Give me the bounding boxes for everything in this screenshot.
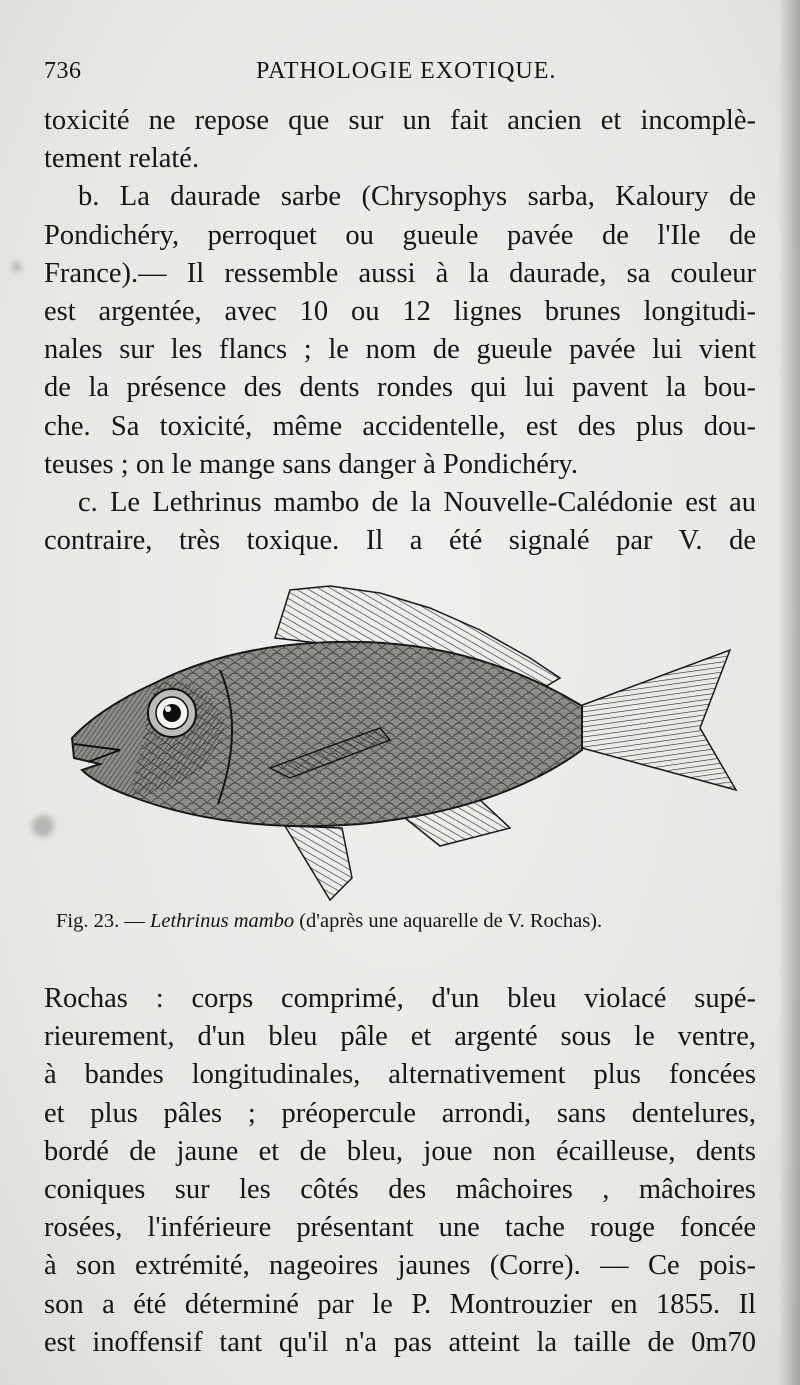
- text-line: rosées, l'inférieure présentant une tache rouge foncée: [44, 1212, 756, 1244]
- running-title: PATHOLOGIE EXOTIQUE.: [256, 58, 557, 84]
- body-text-bottom: [44, 980, 756, 1362]
- text-line: à bandes longitudinales, alternativement plus foncées: [44, 1059, 756, 1091]
- figure-caption: [56, 910, 756, 933]
- text-line: France).— Il ressemble aussi à la daurade, sa couleur: [44, 257, 756, 289]
- text-line: et plus pâles ; préopercule arrondi, sans dentelures,: [44, 1097, 756, 1129]
- body-text-top: [44, 102, 756, 560]
- text-line: bordé de jaune et de bleu, joue non écailleuse, dents: [44, 1135, 756, 1167]
- text-line: Pondichéry, perroquet ou gueule pavée de l'Ile de: [44, 219, 756, 251]
- text-line: toxicité ne repose que sur un fait ancien et incomplè-: [44, 105, 756, 136]
- text-line: teuses ; on le mange sans danger à Pondichéry.: [44, 448, 578, 480]
- page-header: [44, 58, 744, 92]
- text-line: nales sur les flancs ; le nom de gueule pavée lui vient: [44, 334, 756, 366]
- text-line: rieurement, d'un bleu pâle et argenté sous le ventre,: [44, 1021, 756, 1053]
- text-line: tement relaté.: [44, 143, 200, 175]
- text-line: de la présence des dents rondes qui lui pavent la bou-: [44, 372, 756, 404]
- text-line: b. La daurade sarbe (Chrysophys sarba, Kaloury de: [78, 181, 756, 213]
- text-line: est inoffensif tant qu'il n'a pas atteint la taille de 0m70: [44, 1326, 756, 1358]
- paper-stain: [32, 815, 54, 837]
- text-line: Rochas : corps comprimé, d'un bleu violacé supé-: [44, 983, 756, 1014]
- text-line: contraire, très toxique. Il a été signalé par V. de: [44, 525, 756, 557]
- figure-fish-illustration: [60, 578, 750, 908]
- text-line: che. Sa toxicité, même accidentelle, est des plus dou-: [44, 410, 756, 442]
- text-line: coniques sur les côtés des mâchoires , mâchoires: [44, 1174, 756, 1206]
- page-number: 736: [44, 58, 82, 84]
- caption-rest: (d'après une aquarelle de V. Rochas).: [299, 910, 603, 932]
- caption-prefix: Fig. 23. —: [56, 910, 145, 932]
- caption-species: Lethrinus mambo: [149, 910, 295, 932]
- text-line: est argentée, avec 10 ou 12 lignes brunes longitudi-: [44, 296, 756, 328]
- paper-stain: [12, 262, 22, 272]
- text-line: son a été déterminé par le P. Montrouzier en 1855. Il: [44, 1288, 756, 1320]
- text-line: c. Le Lethrinus mambo de la Nouvelle-Calédonie est au: [78, 487, 756, 519]
- fish-engraving-icon: [60, 578, 750, 908]
- text-line: à son extrémité, nageoires jaunes (Corre). — Ce pois-: [44, 1250, 756, 1282]
